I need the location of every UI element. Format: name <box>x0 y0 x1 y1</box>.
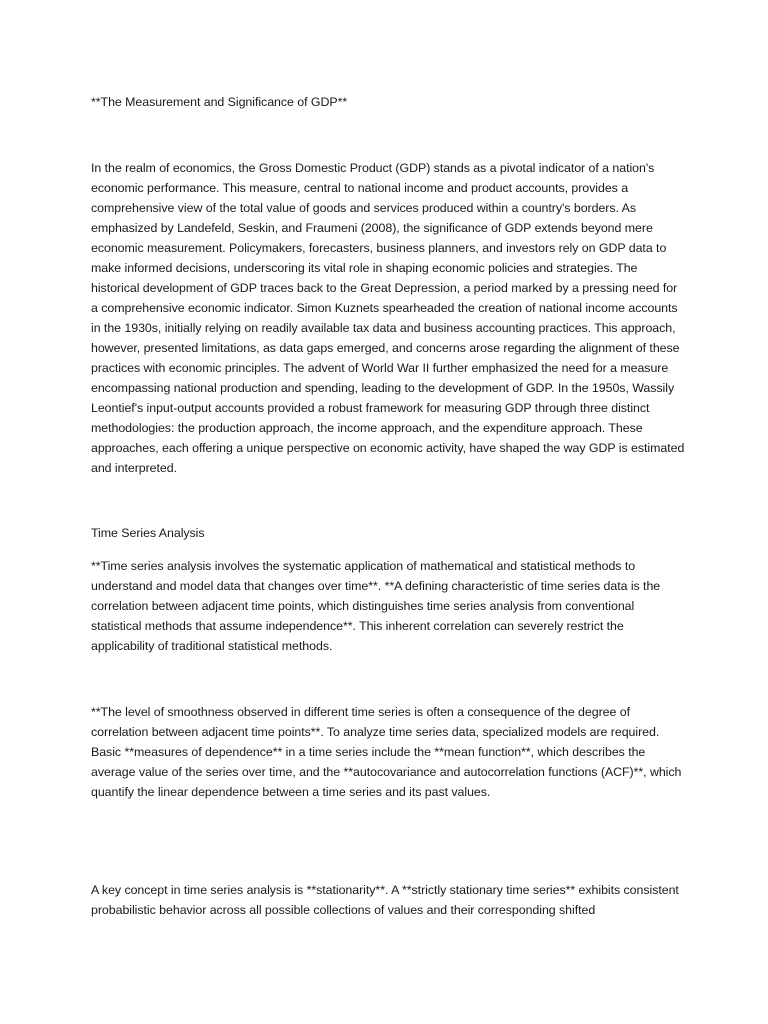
paragraph-time-series-stationarity: A key concept in time series analysis is **stationarity**. A **strictly stationary time series** exhibits consistent probabilistic behavior across all possible collections of values and their corresponding shifted <box>91 883 679 917</box>
paragraph-gdp-intro: In the realm of economics, the Gross Domestic Product (GDP) stands as a pivotal indicator of a nation's economic performance. This measure, central to national income and product accounts, provides a comprehensive view of the total value of goods and services produced within a country's borders. As emphasized by Landefeld, Seskin, and Fraumeni (2008), the significance of GDP extends beyond mere economic measurement. Policymakers, forecasters, business planners, and investors rely on GDP data to make informed decisions, underscoring its vital role in shaping economic policies and strategies. The historical development of GDP traces back to the Great Depression, a period marked by a pressing need for a comprehensive economic indicator. Simon Kuznets spearheaded the creation of national income accounts in the 1930s, initially relying on readily available tax data and business accounting practices. This approach, however, presented limitations, as data gaps emerged, and concerns arose regarding the alignment of these practices with economic principles. The advent of World War II further emphasized the need for a measure encompassing national production and spending, leading to the development of GDP. In the 1950s, Wassily Leontief's input-output accounts provided a robust framework for measuring GDP through three distinct methodologies: the production approach, the income approach, and the expenditure approach. These approaches, each offering a unique perspective on economic activity, have shaped the way GDP is estimated and interpreted. <box>91 161 685 475</box>
paragraph-time-series-definition: **Time series analysis involves the systematic application of mathematical and statistical methods to understand and model data that changes over time**. **A defining characteristic of time series data is the correlation between adjacent time points, which distinguishes time series analysis from conventional statistical methods that assume independence**. This inherent correlation can severely restrict the applicability of traditional statistical methods. <box>91 559 661 653</box>
paragraph-time-series-smoothness: **The level of smoothness observed in different time series is often a consequence of the degree of correlation between adjacent time points**. To analyze time series data, specialized models are required. Basic **measures of dependence** in a time series include the **mean function**, which describes the average value of the series over time, and the **autocovariance and autocorrelation functions (ACF)**, which quantify the linear dependence between a time series and its past values. <box>91 705 682 799</box>
document-title: **The Measurement and Significance of GDP** <box>91 95 348 109</box>
section-heading-time-series: Time Series Analysis <box>91 526 205 540</box>
